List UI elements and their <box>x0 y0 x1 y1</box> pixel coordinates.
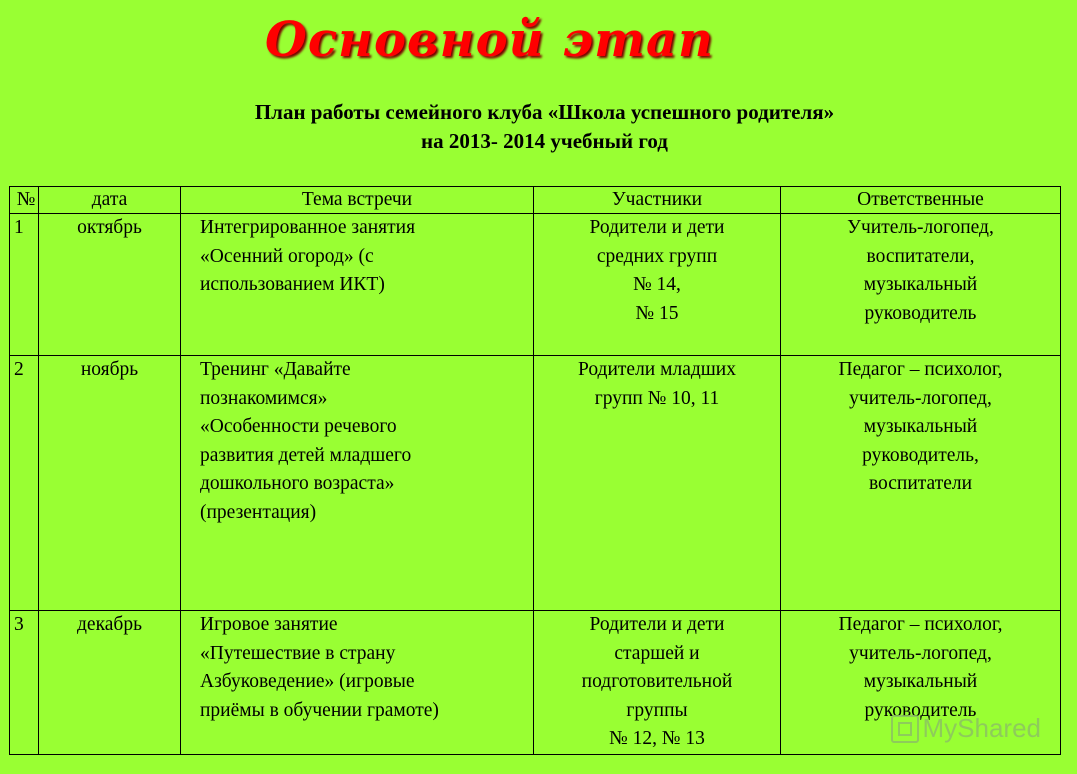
header-participants: Участники <box>534 187 781 214</box>
text-line: старшей и <box>614 642 700 664</box>
text-line: руководитель <box>864 699 977 721</box>
text-line: Интегрированное занятия <box>200 217 416 238</box>
header-topic: Тема встречи <box>181 187 534 214</box>
text-line: «Осенний огород» (с <box>200 245 374 267</box>
row-date: октябрь <box>39 214 181 356</box>
text-line: приёмы в обучении грамоте) <box>200 699 439 721</box>
table-header-row <box>10 187 1061 214</box>
text-line: развития детей младшего <box>200 444 412 466</box>
text-line: группы <box>626 699 688 721</box>
myshared-logo-icon <box>891 715 919 743</box>
text-line: учитель-логопед, <box>849 642 992 664</box>
header-responsible: Ответственные <box>781 187 1061 214</box>
table-row <box>10 214 1061 356</box>
text-line: руководитель <box>864 302 977 324</box>
row-number: 1 <box>10 214 39 356</box>
text-line: групп № 10, 11 <box>594 387 720 409</box>
text-line: средних групп <box>596 245 718 267</box>
text-line: № 12, № 13 <box>609 728 705 749</box>
text-line: «Путешествие в страну <box>200 642 396 664</box>
text-line: Родители и дети <box>589 217 725 238</box>
row-participants <box>534 611 781 755</box>
text-line: Педагог – психолог, <box>838 359 1003 380</box>
text-line: Учитель-логопед, <box>847 217 994 238</box>
text-line: использованием ИКТ) <box>200 274 385 295</box>
text-line: Педагог – психолог, <box>838 614 1003 635</box>
text-line: № 14, <box>633 274 681 295</box>
row-participants <box>534 356 781 611</box>
text-line: Азбуковедение» (игровые <box>200 671 415 692</box>
row-number: 2 <box>10 356 39 611</box>
text-line: дошкольного возраста» <box>200 473 395 494</box>
text-line: музыкальный <box>863 274 978 295</box>
watermark-text: MyShared <box>922 713 1041 743</box>
text-line: познакомимся» <box>200 387 328 409</box>
text-line: учитель-логопед, <box>849 387 992 409</box>
text-line: Родители и дети <box>589 614 725 635</box>
text-line: музыкальный <box>863 671 978 692</box>
text-line: № 15 <box>635 302 679 324</box>
watermark <box>891 713 1042 744</box>
plan-subtitle <box>0 98 1077 156</box>
row-topic <box>181 214 534 356</box>
text-line: руководитель, <box>862 444 979 466</box>
plan-table <box>9 186 1061 755</box>
text-line: воспитатели, <box>866 245 975 267</box>
row-topic <box>181 611 534 755</box>
row-date: декабрь <box>39 611 181 755</box>
text-line: воспитатели <box>868 473 973 494</box>
text-line: Игровое занятие <box>200 614 338 635</box>
text-line: Тренинг «Давайте <box>200 359 351 380</box>
row-responsible <box>781 356 1061 611</box>
header-num: № <box>10 187 39 214</box>
text-line: (презентация) <box>200 501 317 523</box>
subtitle-line-2: на 2013- 2014 учебный год <box>421 129 668 153</box>
page-title: Основной этап <box>265 12 714 68</box>
text-line: Родители младших <box>578 359 736 380</box>
row-responsible <box>781 214 1061 356</box>
row-number: 3 <box>10 611 39 755</box>
row-participants <box>534 214 781 356</box>
row-date: ноябрь <box>39 356 181 611</box>
text-line: подготовительной <box>581 671 733 692</box>
header-date: дата <box>39 187 181 214</box>
text-line: музыкальный <box>863 416 978 437</box>
text-line: «Особенности речевого <box>200 416 397 437</box>
row-topic <box>181 356 534 611</box>
table-row <box>10 356 1061 611</box>
subtitle-line-1: План работы семейного клуба «Школа успешного родителя» <box>254 100 835 124</box>
